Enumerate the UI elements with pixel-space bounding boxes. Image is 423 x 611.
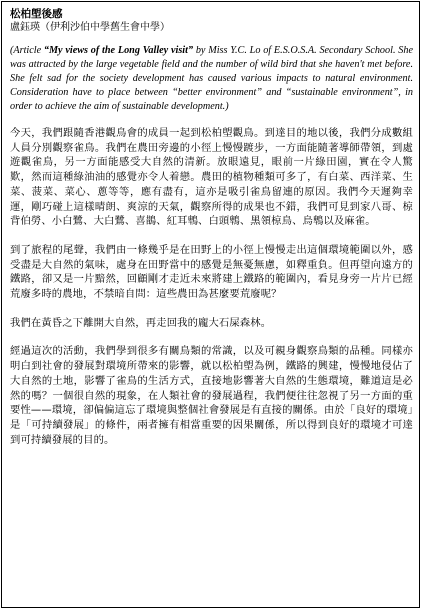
paragraph-2: 到了旅程的尾聲，我們由一條幾乎是在田野上的小徑上慢慢走出這個環境範圍以外，感受盡是大自然的氣味，處身在田野當中的感覺是無憂無慮，如釋重負。但再望向遠方的鐵路，卻又是一片黯然，回顧剛才走近未來將建上鐵路的範圍內，看見身旁一片片已經荒廢多時的農地，不禁暗自問：這些農田為甚麼要荒廢呢？: [10, 243, 413, 301]
abstract-title-quote: “My views of the Long Valley visit”: [43, 45, 194, 56]
abstract-open: (Article: [10, 45, 44, 56]
article-author: 盧鈺瑛（伊利沙伯中學舊生會中學）: [10, 22, 170, 33]
paragraph-3: 我們在黃昏之下離開大自然，再走回我的龐大石屎森林。: [10, 316, 272, 329]
article-title: 松柏塱後感: [10, 8, 63, 20]
english-abstract: [10, 44, 413, 114]
paragraph-1: 今天，我們跟隨香港觀鳥會的成員一起到松柏塱觀鳥。到達目的地以後，我們分成數組人員分別觀察雀鳥。我們在農田旁邊的小徑上慢慢踱步，一方面能隨著導師帶領，到處遊觀雀鳥，另一方面能感受大自然的清新。放眼遠見，眼前一片綠田園，實在令人驚歎，然而這種綠油油的感覺亦令人着戀。農田的植物種類可多了，有白菜、西洋菜、生菜、菠菜、菜心、蔥等等，應有盡有，這亦是吸引雀鳥留連的原因。我們今天遲夠幸運，剛巧碰上這樣晴朗、爽涼的天氣，觀察所得的成果也不錯，我們可見到家八哥、椋背伯勞、小白鷺、大白鷺、喜鵲、紅耳鵯、白頭鵯、黑領椋鳥、烏鵯以及麻雀。: [10, 127, 413, 228]
document-frame: [1, 1, 420, 608]
paragraph-4: 經過這次的活動，我們學到很多有關鳥類的常識，以及可親身觀察鳥類的品種。同樣亦明白到社會的發展對環境所帶來的影響，就以松柏塱為例，鐵路的興建，慢慢地侵佔了大自然的土地，影響了雀鳥的生活方式，直接地影響著大自然的生態環境，難道這是必然的嗎？一個很自然的現象，在人類社會的發展過程，我們便往往忽視了另一方面的重要性——環境，卻偏偏這忘了環境與整個社會發展是有直接的關係。由於「良好的環境」是「可持續發展」的條件，兩者擁有相當重要的因果關係，所以得到良好的環境才可達到可持續發展的目的。: [10, 345, 413, 446]
abstract-text: by Miss Y.C. Lo of E.S.O.S.A. Secondary School. She was attracted by the large vegetable field and the number of wild bird that she haven't met before. She felt sad for the society development has caused various impacts to natural environment. Consideration have to place between “better environment” and “sustainable environment”, in order to achieve the aim of sustainable development.): [10, 45, 413, 112]
document-body: [10, 8, 413, 461]
